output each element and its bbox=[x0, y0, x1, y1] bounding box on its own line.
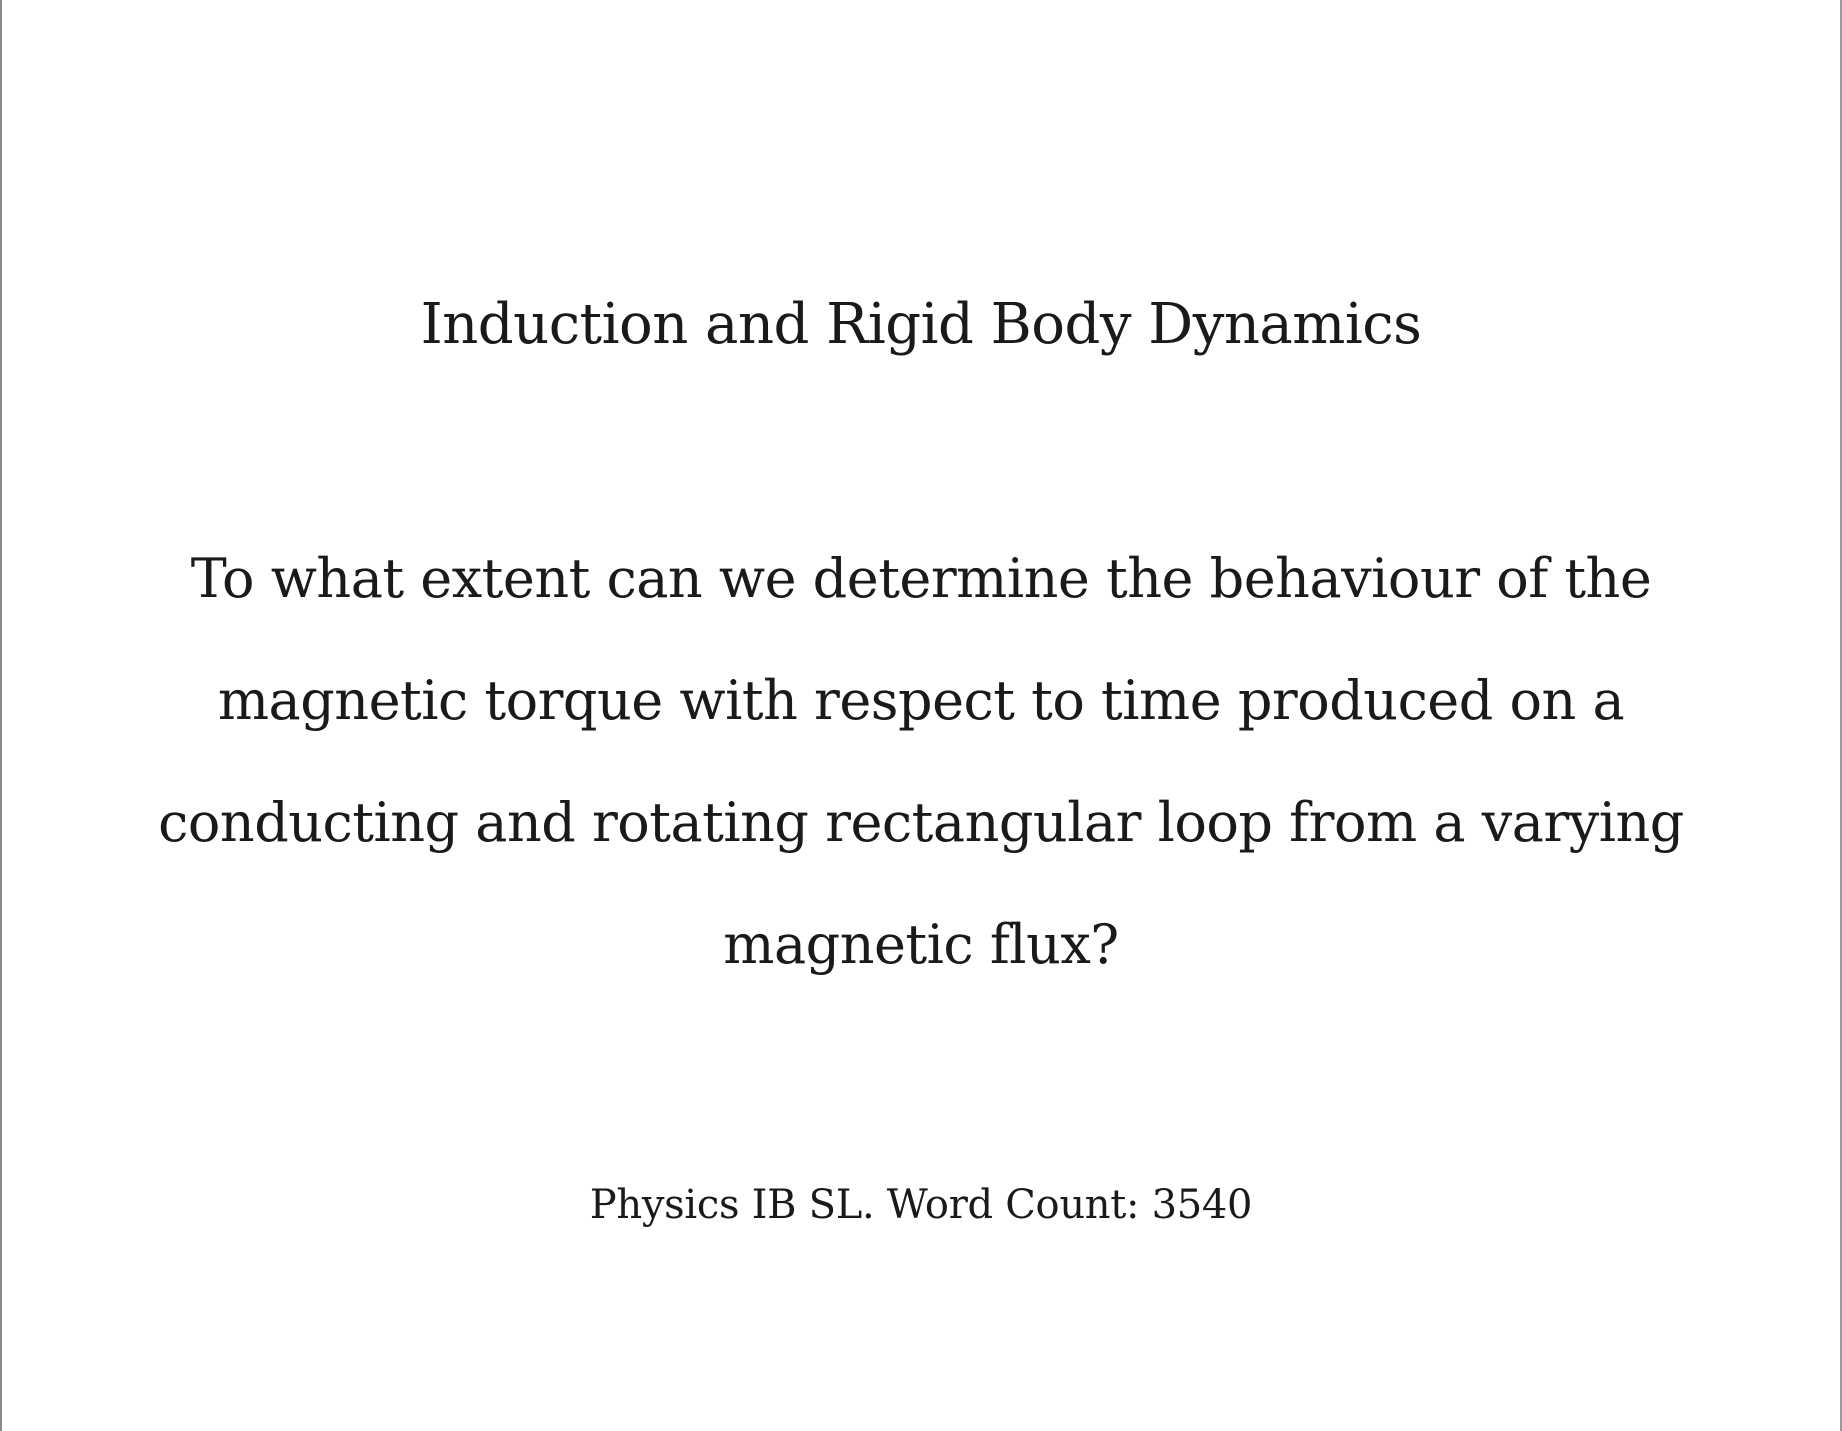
research-question-line: magnetic torque with respect to time produced on a bbox=[217, 669, 1625, 732]
research-question-line: conducting and rotating rectangular loop from a varying bbox=[158, 791, 1684, 854]
document-title: Induction and Rigid Body Dynamics bbox=[420, 292, 1422, 357]
research-question-line: To what extent can we determine the behaviour of the bbox=[190, 547, 1652, 610]
research-question bbox=[0, 546, 1842, 1034]
research-question-line: magnetic flux? bbox=[723, 913, 1119, 976]
subject-word-count: Physics IB SL. Word Count: 3540 bbox=[589, 1182, 1253, 1228]
